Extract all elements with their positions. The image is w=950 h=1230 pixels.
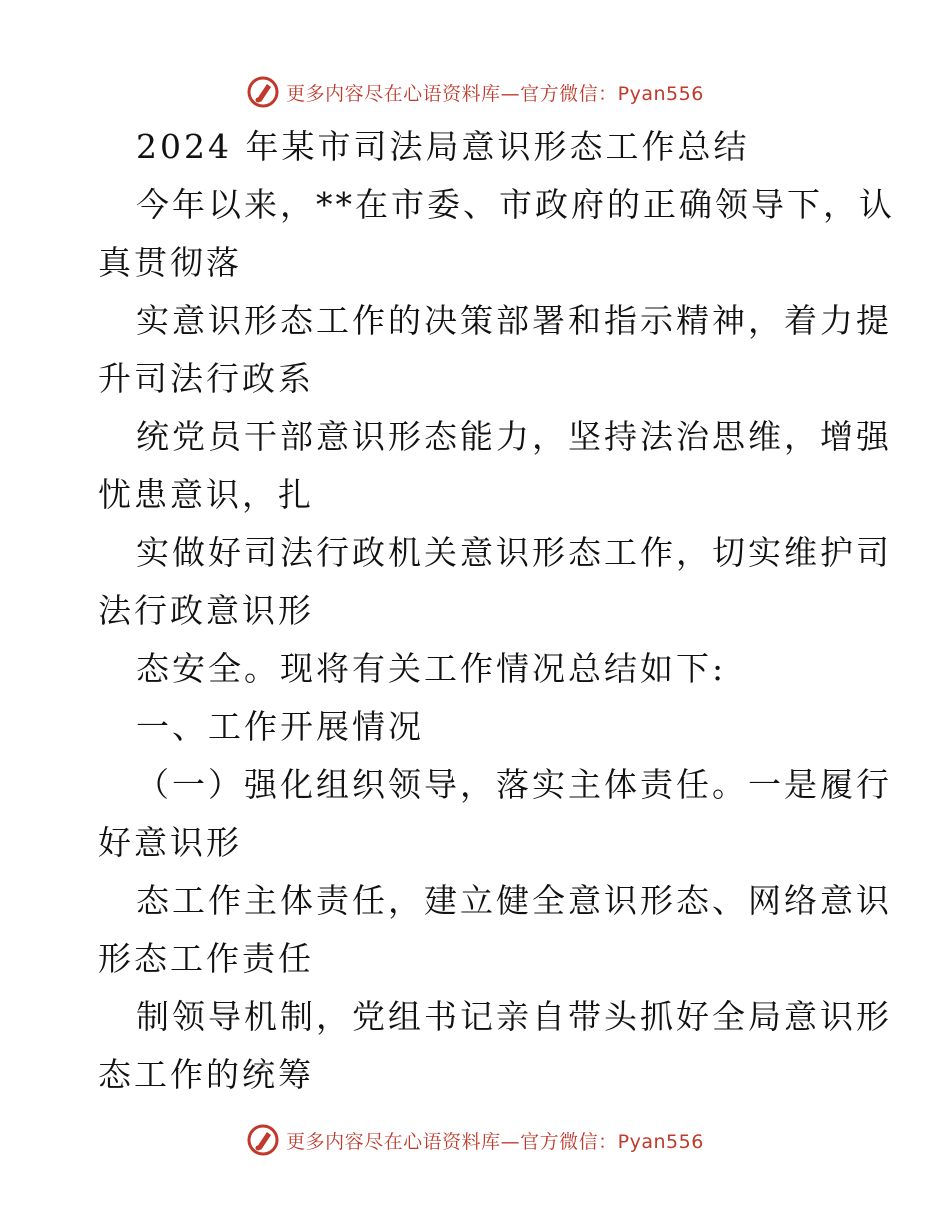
document-line: 实意识形态工作的决策部署和指示精神，着力提 bbox=[136, 301, 892, 340]
footer-watermark-banner bbox=[0, 1118, 950, 1162]
pen-nib-logo-icon bbox=[246, 75, 280, 109]
document-line: 今年以来，**在市委、市政府的正确领导下，认 bbox=[136, 185, 895, 224]
document-line: 2024 年某市司法局意识形态工作总结 bbox=[136, 127, 750, 166]
banner-text: 更多内容尽在心语资料库—官方微信：Pyan556 bbox=[286, 1130, 704, 1153]
document-line: 态工作的统筹 bbox=[98, 1055, 314, 1094]
document-line: 法行政意识形 bbox=[98, 591, 314, 630]
pen-nib-logo-icon bbox=[246, 1123, 280, 1157]
document-line: 形态工作责任 bbox=[98, 939, 314, 978]
document-line: 升司法行政系 bbox=[98, 359, 314, 398]
document-line: 一、工作开展情况 bbox=[136, 707, 424, 746]
document-line: 态安全。现将有关工作情况总结如下: bbox=[136, 649, 727, 688]
header-watermark-banner bbox=[0, 70, 950, 114]
document-line: 统党员干部意识形态能力，坚持法治思维，增强 bbox=[136, 417, 892, 456]
document-line: 忧患意识，扎 bbox=[98, 475, 314, 514]
document-line: 好意识形 bbox=[98, 823, 242, 862]
document-body bbox=[98, 118, 895, 1104]
document-line: 态工作主体责任，建立健全意识形态、网络意识 bbox=[136, 881, 892, 920]
document-line: 制领导机制，党组书记亲自带头抓好全局意识形 bbox=[136, 997, 892, 1036]
banner-text: 更多内容尽在心语资料库—官方微信：Pyan556 bbox=[286, 82, 704, 105]
document-line: （一）强化组织领导，落实主体责任。一是履行 bbox=[136, 765, 892, 804]
document-line: 实做好司法行政机关意识形态工作，切实维护司 bbox=[136, 533, 892, 572]
document-line: 真贯彻落 bbox=[98, 243, 242, 282]
